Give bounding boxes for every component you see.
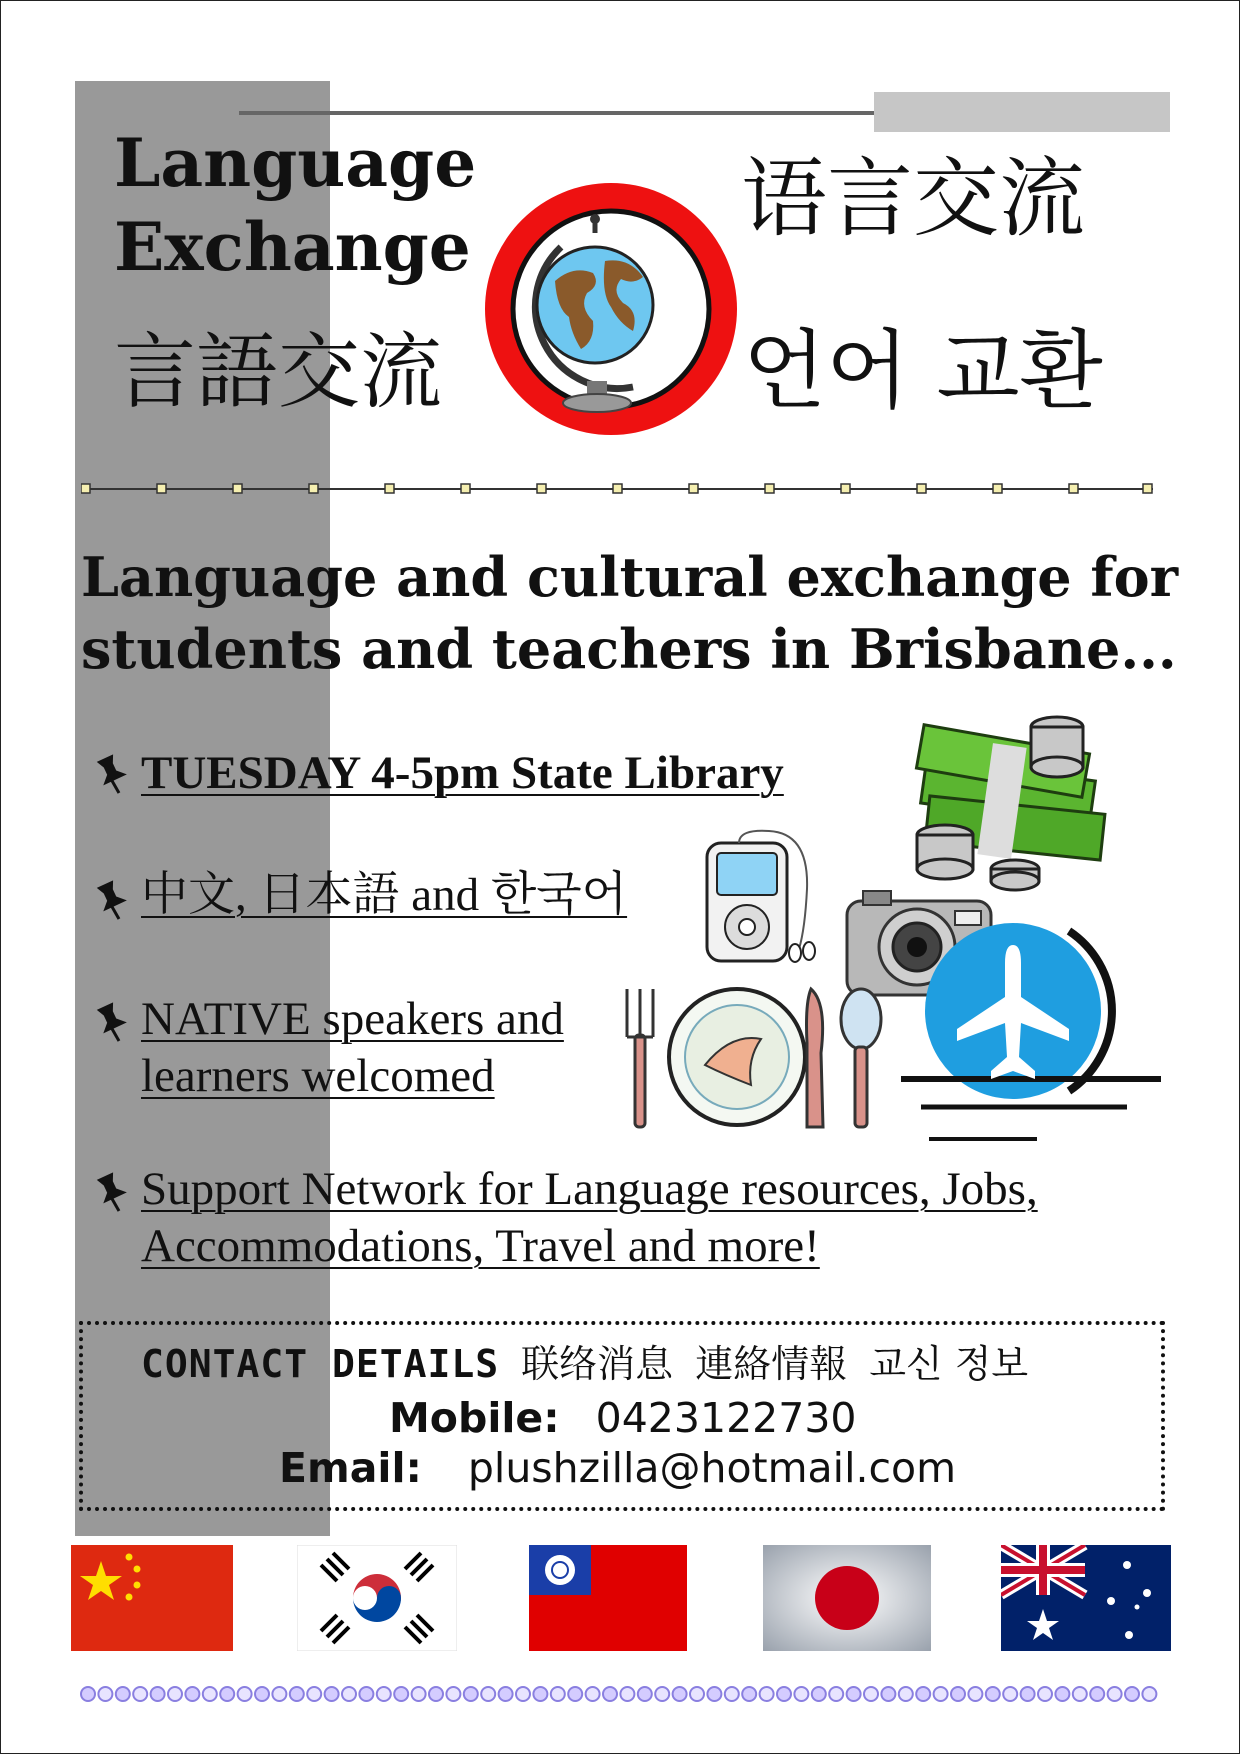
- bead: [1142, 1687, 1156, 1701]
- dotted-divider: [81, 481, 1153, 497]
- bead: [533, 1687, 547, 1701]
- title-simplified-chinese: 语言交流: [741, 149, 1085, 249]
- bead: [986, 1687, 1000, 1701]
- headline-line1: Language and cultural exchange for: [81, 545, 1179, 609]
- bead: [620, 1687, 634, 1701]
- bullet-schedule: [141, 745, 784, 802]
- bead: [1125, 1687, 1139, 1701]
- bead: [220, 1687, 234, 1701]
- bead: [655, 1687, 669, 1701]
- japan-flag: [763, 1545, 931, 1651]
- bead: [707, 1687, 721, 1701]
- bullet-support-line2: Accommodations, Travel and more!: [141, 1220, 820, 1272]
- bullet-languages-line1: 中文, 日本語 and 한국어: [141, 869, 628, 921]
- email-value[interactable]: plushzilla@hotmail.com: [467, 1444, 957, 1492]
- south-korea-flag: [297, 1545, 457, 1651]
- pushpin-icon: [93, 999, 133, 1043]
- headline: [81, 541, 1181, 685]
- bead: [638, 1687, 652, 1701]
- bead: [342, 1687, 356, 1701]
- bead: [151, 1687, 165, 1701]
- australia-flag: [1001, 1545, 1171, 1651]
- airplane-icon: [901, 911, 1161, 1143]
- bead: [255, 1687, 269, 1701]
- bead: [429, 1687, 443, 1701]
- pushpin-icon: [93, 751, 133, 795]
- bead: [464, 1687, 478, 1701]
- bullet-schedule-line1: TUESDAY 4-5pm State Library: [141, 747, 784, 799]
- contact-email: [279, 1443, 956, 1493]
- music-player-icon: [699, 829, 819, 965]
- bead: [551, 1687, 565, 1701]
- pushpin-icon: [93, 1169, 133, 1213]
- contact-heading: [141, 1339, 1028, 1389]
- bead: [1038, 1687, 1052, 1701]
- gray-side-band: [75, 81, 330, 1536]
- headline-line2: students and teachers in Brisbane...: [81, 617, 1177, 681]
- bead: [394, 1687, 408, 1701]
- bead: [1090, 1687, 1104, 1701]
- bead: [1003, 1687, 1017, 1701]
- bead: [1108, 1687, 1122, 1701]
- pushpin-icon: [93, 877, 133, 921]
- bead: [829, 1687, 843, 1701]
- bead: [690, 1687, 704, 1701]
- bead: [307, 1687, 321, 1701]
- mobile-label: Mobile:: [389, 1394, 560, 1442]
- bead: [446, 1687, 460, 1701]
- bullet-speakers-line2: learners welcomed: [141, 1050, 495, 1102]
- bead: [794, 1687, 808, 1701]
- title-english-line1: Language: [114, 124, 477, 202]
- bullet-languages: [141, 867, 627, 924]
- bead: [359, 1687, 373, 1701]
- contact-heading-korean: 교신 정보: [869, 1342, 1029, 1386]
- title-english-line2: Exchange: [114, 208, 471, 286]
- bead: [168, 1687, 182, 1701]
- bead: [725, 1687, 739, 1701]
- bead: [916, 1687, 930, 1701]
- decorative-bead-row: [79, 1681, 1167, 1707]
- bead: [98, 1687, 112, 1701]
- bead: [812, 1687, 826, 1701]
- bead: [81, 1687, 95, 1701]
- bead: [934, 1687, 948, 1701]
- bullet-speakers-line1: NATIVE speakers and: [141, 993, 564, 1045]
- title-korean: 언어 교환: [743, 321, 1103, 421]
- bead: [968, 1687, 982, 1701]
- bead: [290, 1687, 304, 1701]
- title-english: [114, 121, 476, 289]
- china-flag: [71, 1545, 233, 1651]
- bead: [516, 1687, 530, 1701]
- bead: [133, 1687, 147, 1701]
- bead: [377, 1687, 391, 1701]
- bead: [272, 1687, 286, 1701]
- bullet-speakers: [141, 991, 564, 1105]
- contact-heading-english: CONTACT DETAILS: [141, 1342, 500, 1386]
- contact-heading-simplified: 联络消息: [521, 1342, 674, 1386]
- taiwan-flag: [529, 1545, 687, 1651]
- bead: [481, 1687, 495, 1701]
- title-traditional-chinese: 言語交流: [114, 325, 443, 420]
- bead: [238, 1687, 252, 1701]
- bead: [203, 1687, 217, 1701]
- top-rule-block: [874, 92, 1170, 132]
- bead: [760, 1687, 774, 1701]
- bead: [951, 1687, 965, 1701]
- mobile-value: 0423122730: [595, 1394, 857, 1442]
- bead: [742, 1687, 756, 1701]
- dining-plate-icon: [621, 983, 887, 1131]
- bead: [603, 1687, 617, 1701]
- contact-heading-japanese: 連絡情報: [695, 1342, 848, 1386]
- bead: [116, 1687, 130, 1701]
- bead: [185, 1687, 199, 1701]
- bullet-support-line1: Support Network for Language resources, Jobs,: [141, 1163, 1038, 1215]
- money-icon: [909, 709, 1115, 893]
- contact-mobile: [389, 1393, 857, 1443]
- bead: [325, 1687, 339, 1701]
- email-label: Email:: [279, 1444, 422, 1492]
- bead: [1055, 1687, 1069, 1701]
- bead: [847, 1687, 861, 1701]
- globe-icon: [483, 181, 739, 437]
- bead: [1021, 1687, 1035, 1701]
- bead: [1073, 1687, 1087, 1701]
- bead: [777, 1687, 791, 1701]
- bead: [673, 1687, 687, 1701]
- bead: [586, 1687, 600, 1701]
- bullet-support: [141, 1161, 1038, 1275]
- bead: [412, 1687, 426, 1701]
- bead: [499, 1687, 513, 1701]
- bead: [864, 1687, 878, 1701]
- bead: [899, 1687, 913, 1701]
- bead: [881, 1687, 895, 1701]
- bead: [568, 1687, 582, 1701]
